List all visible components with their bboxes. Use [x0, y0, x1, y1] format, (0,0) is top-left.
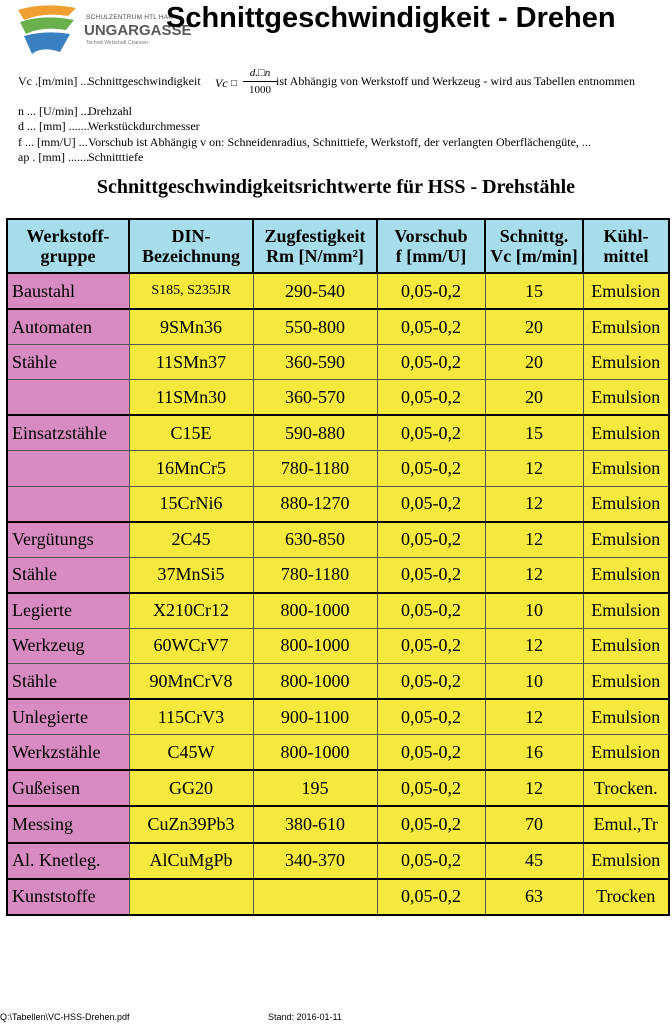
formula-denominator: 1000	[249, 84, 271, 96]
file-path: Q:\Tabellen\VC-HSS-Drehen.pdf	[0, 1012, 130, 1022]
legend-row-vc	[18, 67, 635, 96]
coolant-cell: Emulsion	[583, 486, 669, 522]
legend-label: Drehzahl	[88, 103, 132, 118]
tensile-strength-cell: 800-1000	[253, 593, 377, 629]
logo-sub-text: Technik Wirtschaft Chancen	[86, 40, 148, 46]
coolant-cell: Emulsion	[583, 309, 669, 345]
symbol-legend	[18, 67, 635, 166]
din-designation-cell: 11SMn30	[129, 380, 253, 416]
material-group-cell: Messing	[7, 806, 129, 842]
cutting-speed-cell: 12	[485, 557, 583, 593]
cutting-speed-cell: 20	[485, 345, 583, 380]
tensile-strength-cell	[253, 879, 377, 915]
tensile-strength-cell: 340-370	[253, 843, 377, 879]
feed-cell: 0,05-0,2	[377, 806, 485, 842]
cutting-speed-cell: 12	[485, 628, 583, 663]
din-designation-cell: C15E	[129, 415, 253, 451]
din-designation-cell: 115CrV3	[129, 699, 253, 735]
table-row	[7, 770, 669, 806]
cutting-speed-cell: 20	[485, 309, 583, 345]
column-header	[7, 219, 129, 273]
cutting-speed-cell: 12	[485, 486, 583, 522]
cutting-speed-cell: 12	[485, 770, 583, 806]
table-row	[7, 451, 669, 486]
table-row	[7, 557, 669, 593]
column-header-line: Vc [m/min]	[490, 246, 578, 266]
din-designation-cell: GG20	[129, 770, 253, 806]
column-header-line: Werkstoff-	[26, 226, 110, 246]
tensile-strength-cell: 900-1100	[253, 699, 377, 735]
tensile-strength-cell: 590-880	[253, 415, 377, 451]
coolant-cell: Emulsion	[583, 628, 669, 663]
feed-cell: 0,05-0,2	[377, 879, 485, 915]
tensile-strength-cell: 290-540	[253, 273, 377, 309]
table-row	[7, 628, 669, 663]
tensile-strength-cell: 800-1000	[253, 664, 377, 700]
table-row	[7, 522, 669, 558]
material-group-cell: Gußeisen	[7, 770, 129, 806]
table-row	[7, 415, 669, 451]
material-group-cell: Stähle	[7, 345, 129, 380]
tensile-strength-cell: 195	[253, 770, 377, 806]
table-title: Schnittgeschwindigkeitsrichtwerte für HSS - Drehstähle	[96, 176, 576, 198]
feed-cell: 0,05-0,2	[377, 664, 485, 700]
din-designation-cell: 15CrNi6	[129, 486, 253, 522]
formula-lhs: Vc	[215, 76, 228, 90]
coolant-cell: Emulsion	[583, 557, 669, 593]
feed-cell: 0,05-0,2	[377, 486, 485, 522]
legend-row	[18, 119, 591, 135]
vc-note: ist Abhängig von Werkstoff und Werkzeug - wird aus Tabellen entnommen	[276, 74, 635, 88]
column-header	[485, 219, 583, 273]
legend-symbol: d ... [mm] .......	[18, 119, 90, 133]
column-header-line: Schnittg.	[499, 226, 569, 246]
cutting-speed-table	[6, 218, 670, 916]
table-row	[7, 380, 669, 416]
table-row	[7, 806, 669, 842]
din-designation-cell: 60WCrV7	[129, 628, 253, 663]
material-group-cell: Kunststoffe	[7, 879, 129, 915]
feed-cell: 0,05-0,2	[377, 309, 485, 345]
column-header	[129, 219, 253, 273]
tensile-strength-cell: 800-1000	[253, 735, 377, 771]
cutting-speed-cell: 12	[485, 699, 583, 735]
material-group-cell: Werkzeug	[7, 628, 129, 663]
feed-cell: 0,05-0,2	[377, 522, 485, 558]
din-designation-cell: CuZn39Pb3	[129, 806, 253, 842]
tensile-strength-cell: 360-590	[253, 345, 377, 380]
table-row	[7, 699, 669, 735]
feed-cell: 0,05-0,2	[377, 451, 485, 486]
feed-cell: 0,05-0,2	[377, 415, 485, 451]
logo-top-text: SCHULZENTRUM HTL HAK	[86, 14, 173, 21]
din-designation-cell: 2C45	[129, 522, 253, 558]
material-group-cell: Unlegierte	[7, 699, 129, 735]
tensile-strength-cell: 630-850	[253, 522, 377, 558]
table-row	[7, 664, 669, 700]
table-row	[7, 273, 669, 309]
material-group-cell: Vergütungs	[7, 522, 129, 558]
formula-eq: □	[231, 78, 238, 89]
revision-date: Stand: 2016-01-11	[268, 1012, 342, 1022]
tensile-strength-cell: 800-1000	[253, 628, 377, 663]
coolant-cell: Trocken.	[583, 770, 669, 806]
legend-symbol: ap . [mm] .......	[18, 150, 89, 164]
table-row	[7, 879, 669, 915]
logo-mark-icon	[14, 2, 84, 56]
legend-row	[18, 135, 591, 151]
din-designation-cell: C45W	[129, 735, 253, 771]
feed-cell: 0,05-0,2	[377, 735, 485, 771]
legend-symbol: f ... [mm/U] ...	[18, 134, 88, 149]
cutting-speed-cell: 12	[485, 522, 583, 558]
material-group-cell: Stähle	[7, 664, 129, 700]
table-row	[7, 309, 669, 345]
coolant-cell: Emulsion	[583, 699, 669, 735]
formula-numerator: d.□n	[249, 67, 271, 79]
coolant-cell: Emulsion	[583, 593, 669, 629]
tensile-strength-cell: 780-1180	[253, 557, 377, 593]
coolant-cell: Emulsion	[583, 415, 669, 451]
feed-cell: 0,05-0,2	[377, 699, 485, 735]
coolant-cell: Emulsion	[583, 345, 669, 380]
column-header-line: DIN-	[171, 226, 211, 246]
material-group-cell: Werkzstähle	[7, 735, 129, 771]
tensile-strength-cell: 360-570	[253, 380, 377, 416]
tensile-strength-cell: 780-1180	[253, 451, 377, 486]
column-header-line: Zugfestigkeit	[264, 226, 366, 246]
legend-row	[18, 150, 591, 166]
coolant-cell: Emulsion	[583, 273, 669, 309]
column-header	[377, 219, 485, 273]
din-designation-cell: 9SMn36	[129, 309, 253, 345]
column-header-line: gruppe	[40, 246, 96, 266]
material-group-cell	[7, 486, 129, 522]
din-designation-cell: S185, S235JR	[129, 273, 253, 309]
tensile-strength-cell: 550-800	[253, 309, 377, 345]
material-group-cell: Al. Knetleg.	[7, 843, 129, 879]
cutting-speed-cell: 63	[485, 879, 583, 915]
coolant-cell: Emulsion	[583, 451, 669, 486]
feed-cell: 0,05-0,2	[377, 380, 485, 416]
legend-row	[18, 104, 591, 120]
material-group-cell: Legierte	[7, 593, 129, 629]
cutting-speed-cell: 12	[485, 451, 583, 486]
material-group-cell	[7, 380, 129, 416]
coolant-cell: Emulsion	[583, 735, 669, 771]
material-group-cell: Automaten	[7, 309, 129, 345]
coolant-cell: Emulsion	[583, 843, 669, 879]
logo-main-text: UNGARGASSE	[84, 22, 192, 39]
cutting-speed-cell: 10	[485, 593, 583, 629]
legend-label: Vorschub ist Abhängig v on: Schneidenradius, Schnittiefe, Werkstoff, der verlangten Oberflächengüte, ...	[88, 134, 591, 149]
din-designation-cell: AlCuMgPb	[129, 843, 253, 879]
column-header	[253, 219, 377, 273]
din-designation-cell: 16MnCr5	[129, 451, 253, 486]
column-header-line: Kühl-	[603, 226, 649, 246]
cutting-speed-cell: 45	[485, 843, 583, 879]
column-header-line: Bezeichnung	[141, 246, 240, 266]
legend-symbol: Vc .[m/min] ...	[18, 74, 90, 88]
feed-cell: 0,05-0,2	[377, 628, 485, 663]
table-header-row	[7, 219, 669, 273]
table-row	[7, 345, 669, 380]
cutting-speed-cell: 70	[485, 806, 583, 842]
feed-cell: 0,05-0,2	[377, 770, 485, 806]
fraction-bar	[243, 81, 277, 82]
material-group-cell: Stähle	[7, 557, 129, 593]
legend-label: Werkstückdurchmesser	[88, 119, 200, 133]
table-row	[7, 593, 669, 629]
tensile-strength-cell: 380-610	[253, 806, 377, 842]
column-header-line: mittel	[603, 246, 649, 266]
material-group-cell: Baustahl	[7, 273, 129, 309]
din-designation-cell: X210Cr12	[129, 593, 253, 629]
legend-symbol: n ... [U/min] ...	[18, 103, 90, 118]
material-group-cell: Einsatzstähle	[7, 415, 129, 451]
legend-label: Schnittgeschwindigkeit	[88, 74, 201, 88]
cutting-speed-cell: 15	[485, 415, 583, 451]
din-designation-cell: 90MnCrV8	[129, 664, 253, 700]
cutting-speed-cell: 10	[485, 664, 583, 700]
table-row	[7, 735, 669, 771]
table-row	[7, 486, 669, 522]
column-header-line: Rm [N/mm²]	[266, 246, 364, 266]
column-header-line: Vorschub	[394, 226, 468, 246]
coolant-cell: Emulsion	[583, 380, 669, 416]
table-row	[7, 843, 669, 879]
feed-cell: 0,05-0,2	[377, 557, 485, 593]
material-group-cell	[7, 451, 129, 486]
din-designation-cell: 37MnSi5	[129, 557, 253, 593]
page-title: Schnittgeschwindigkeit - Drehen	[166, 2, 616, 34]
feed-cell: 0,05-0,2	[377, 593, 485, 629]
cutting-speed-cell: 16	[485, 735, 583, 771]
tensile-strength-cell: 880-1270	[253, 486, 377, 522]
cutting-speed-cell: 15	[485, 273, 583, 309]
din-designation-cell: 11SMn37	[129, 345, 253, 380]
coolant-cell: Trocken	[583, 879, 669, 915]
coolant-cell: Emul.,Tr	[583, 806, 669, 842]
legend-label: Schnitttiefe	[88, 150, 144, 164]
column-header	[583, 219, 669, 273]
din-designation-cell	[129, 879, 253, 915]
feed-cell: 0,05-0,2	[377, 345, 485, 380]
column-header-line: f [mm/U]	[395, 246, 467, 266]
cutting-speed-cell: 20	[485, 380, 583, 416]
coolant-cell: Emulsion	[583, 664, 669, 700]
feed-cell: 0,05-0,2	[377, 273, 485, 309]
feed-cell: 0,05-0,2	[377, 843, 485, 879]
coolant-cell: Emulsion	[583, 522, 669, 558]
school-logo	[14, 2, 192, 56]
